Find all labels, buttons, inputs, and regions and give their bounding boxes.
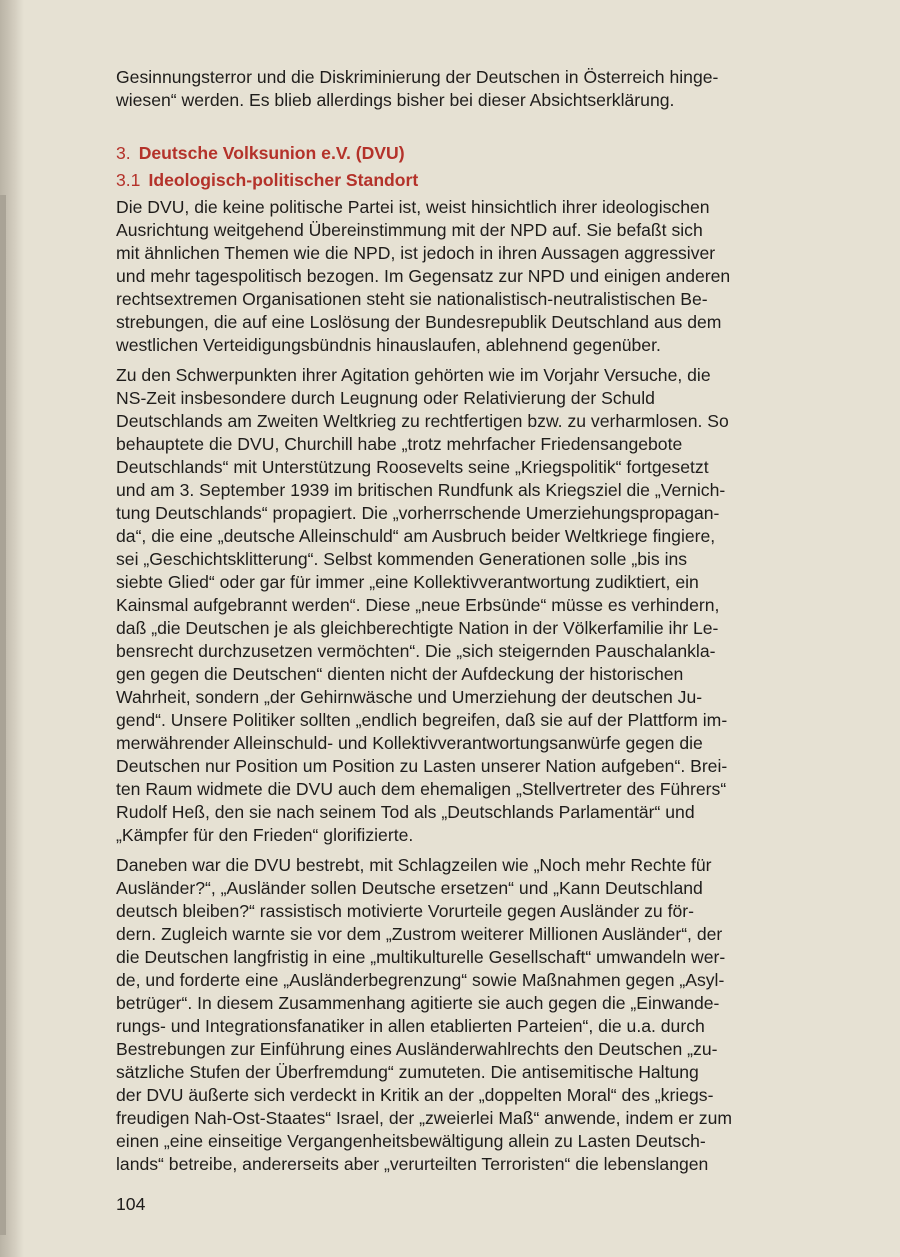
intro-paragraph: Gesinnungsterror und die Diskriminierung der Deutschen in Österreich hinge- wiesen“ werden. Es blieb allerdings bisher bei dieser Absichtserklärung. — [116, 67, 719, 110]
body-paragraph-2: Zu den Schwerpunkten ihrer Agitation gehörten wie im Vorjahr Versuche, die NS-Zeit insbesondere durch Leugnung oder Relativierung der Schuld Deutschlands am Zweiten Weltkrieg zu rechtfertigen bzw. zu verharmlosen. So behauptete die DVU, Churchill habe „trotz mehrfacher Friedensangebote Deutschlands“ mit Unterstützung Roosevelts seine „Kriegspolitik“ fortgesetzt und am 3. September 1939 im britischen Rundfunk als Kriegsziel die „Vernich- tung Deutschlands“ propagiert. Die „vorherrschende Umerziehungspropagan- da“, die eine „deutsche Alleinschuld“ am Ausbruch beider Weltkriege fingiere, sei „Geschichtsklitterung“. Selbst kommenden Generationen solle „bis ins siebte Glied“ oder gar für immer „eine Kollektivverantwortung zudiktiert, ein Kainsmal aufgebrannt werden“. Diese „neue Erbsünde“ müsse es verhindern, daß „die Deutschen je als gleichberechtigte Nation in der Völkerfamilie ihr Le- bensrecht durchzusetzen vermöchten“. Die „sich steigernden Pauschalankla- gen gegen die Deutschen“ dienten nicht der Aufdeckung der historischen Wahrheit, sondern „der Gehirnwäsche und Umerziehung der deutschen Ju- gend“. Unsere Politiker sollten „endlich begreifen, daß sie auf der Plattform im- merwährender Alleinschuld- und Kollektivverantwortungsanwürfe gegen die Deutschen nur Position um Position zu Lasten unserer Nation aufgeben“. Brei- ten Raum widmete die DVU auch dem ehemaligen „Stellvertreter des Führers“ Rudolf Heß, den sie nach seinem Tod als „Deutschlands Parlamentär“ und „Kämpfer für den Frieden“ glorifizierte. — [116, 365, 729, 845]
subsection-title: Ideologisch-politischer Standort — [148, 170, 419, 190]
page-number: 104 — [116, 1194, 146, 1214]
section-title: Deutsche Volksunion e.V. (DVU) — [138, 143, 405, 163]
subsection-number: 3.1 — [116, 170, 141, 190]
section-heading — [116, 142, 810, 165]
page-content — [116, 66, 810, 1183]
section-number: 3. — [116, 143, 131, 163]
body-paragraph-3: Daneben war die DVU bestrebt, mit Schlagzeilen wie „Noch mehr Rechte für Ausländer?“, „Ausländer sollen Deutsche ersetzen“ und „Kann Deutschland deutsch bleiben?“ rassistisch motivierte Vorurteile gegen Ausländer zu för- dern. Zugleich warnte sie vor dem „Zustrom weiterer Millionen Ausländer“, der die Deutschen langfristig in eine „multikulturelle Gesellschaft“ umwandeln wer- de, und forderte eine „Ausländerbegrenzung“ sowie Maßnahmen gegen „Asyl- betrüger“. In diesem Zusammenhang agitierte sie auch gegen die „Einwande- rungs- und Integrationsfanatiker in allen etablierten Parteien“, die u.a. durch Bestrebungen zur Einführung eines Ausländerwahlrechts den Deutschen „zu- sätzliche Stufen der Überfremdung“ zumuteten. Die antisemitische Haltung der DVU äußerte sich verdeckt in Kritik an der „doppelten Moral“ des „kriegs- freudigen Nah-Ost-Staates“ Israel, der „zweierlei Maß“ anwende, indem er zum einen „eine einseitige Vergangenheitsbewältigung allein zu Lasten Deutsch- lands“ betreibe, andererseits aber „verurteilten Terroristen“ die lebenslangen — [116, 855, 733, 1174]
subsection-heading — [116, 169, 810, 192]
body-paragraph-1: Die DVU, die keine politische Partei ist, weist hinsichtlich ihrer ideologischen Ausrichtung weitgehend Übereinstimmung mit der NPD auf. Sie befaßt sich mit ähnlichen Themen wie die NPD, ist jedoch in ihren Aussagen aggressiver und mehr tagespolitisch bezogen. Im Gegensatz zur NPD und einigen anderen rechtsextremen Organisationen steht sie nationalistisch-neutralistischen Be- strebungen, die auf eine Loslösung der Bundesrepublik Deutschland aus dem westlichen Verteidigungsbündnis hinauslaufen, ablehnend gegenüber. — [116, 197, 731, 355]
page-binding-shadow — [0, 195, 6, 1235]
